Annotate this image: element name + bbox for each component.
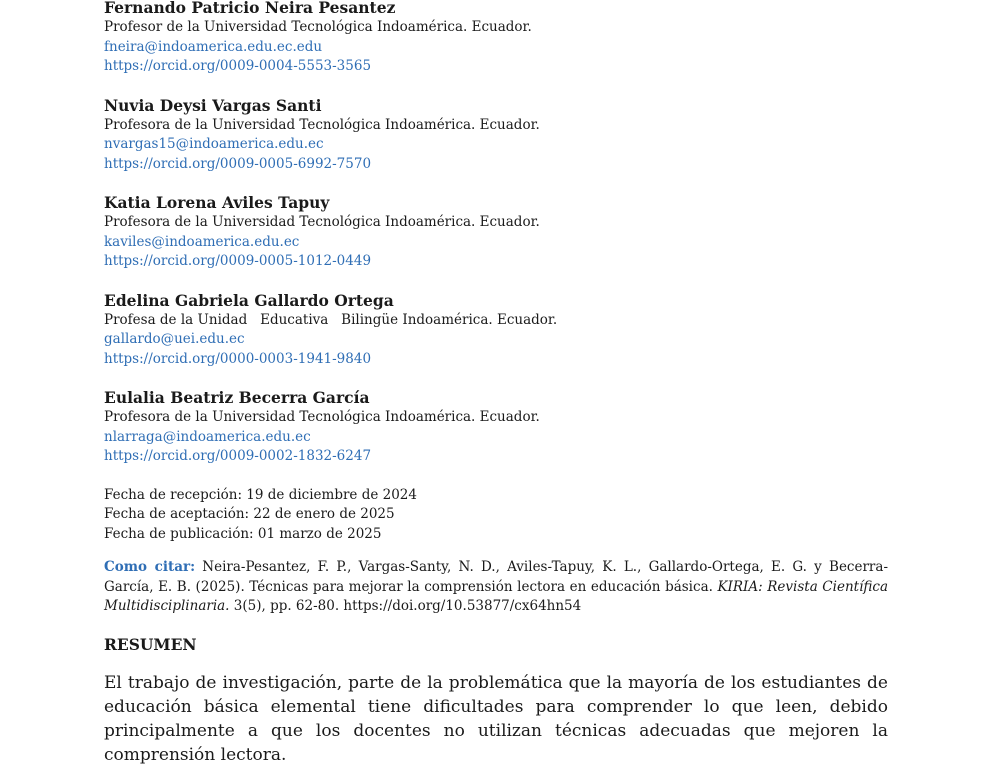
author-name: Katia Lorena Aviles Tapuy <box>104 193 330 212</box>
document-page <box>104 0 888 767</box>
author-orcid-link[interactable]: https://orcid.org/0009-0004-5553-3565 <box>104 58 372 74</box>
author-name: Fernando Patricio Neira Pesantez <box>104 0 396 17</box>
author-orcid-link[interactable]: https://orcid.org/0009-0005-1012-0449 <box>104 253 372 269</box>
author-email-link[interactable]: fneira@indoamerica.edu.ec.edu <box>104 38 323 55</box>
citation-text: Neira-Pesantez, F. P., Vargas-Santy, N. D., Aviles-Tapuy, K. L., Gallardo-Ortega, E. G. y Becerra-García, E. B. (2025). Técnicas para mejorar la comprensión lectora en educación básica. <box>104 559 888 595</box>
author-email-link[interactable]: kaviles@indoamerica.edu.ec <box>104 233 300 250</box>
abstract-paragraph: El trabajo de investigación, parte de la problemática que la mayoría de los estudiantes de educación básica elemental tiene dificultades para comprender lo que leen, debido principalmente a que los docentes no utilizan técnicas adecuadas que mejoren la comprensión lectora. <box>104 672 888 765</box>
author-orcid-link[interactable]: https://orcid.org/0009-0005-6992-7570 <box>104 155 372 172</box>
author-affiliation: Profesor de la Universidad Tecnológica Indoamérica. Ecuador. <box>104 19 532 35</box>
author-affiliation: Profesa de la Unidad Educativa Bilingüe Indoamérica. Ecuador. <box>104 311 558 328</box>
author-name: Edelina Gabriela Gallardo Ortega <box>104 290 394 310</box>
citation-journal: KIRIA: Revista Científica Multidisciplinaria. <box>104 578 888 614</box>
author-orcid-link[interactable]: https://orcid.org/0009-0002-1832-6247 <box>104 448 372 464</box>
author-block <box>104 291 888 370</box>
author-name: Nuvia Deysi Vargas Santi <box>104 95 322 115</box>
publication-dates <box>104 486 888 545</box>
author-orcid-link[interactable]: https://orcid.org/0000-0003-1941-9840 <box>104 350 372 367</box>
author-email-link[interactable]: gallardo@uei.edu.ec <box>104 331 245 347</box>
author-block <box>104 0 888 77</box>
author-affiliation: Profesora de la Universidad Tecnológica Indoamérica. Ecuador. <box>104 214 540 230</box>
citation-paragraph <box>104 558 888 617</box>
author-block <box>104 193 888 272</box>
author-email-link[interactable]: nlarraga@indoamerica.edu.ec <box>104 428 311 445</box>
author-block <box>104 388 888 467</box>
author-block <box>104 96 888 175</box>
author-affiliation: Profesora de la Universidad Tecnológica Indoamérica. Ecuador. <box>104 409 540 425</box>
author-email-link[interactable]: nvargas15@indoamerica.edu.ec <box>104 136 324 152</box>
published-date: Fecha de publicación: 01 marzo de 2025 <box>104 525 382 542</box>
citation-details: 3(5), pp. 62-80. https://doi.org/10.53877/cx64hn54 <box>229 598 582 614</box>
section-heading: RESUMEN <box>104 634 197 654</box>
received-date: Fecha de recepción: 19 de diciembre de 2024 <box>104 486 417 503</box>
accepted-date: Fecha de aceptación: 22 de enero de 2025 <box>104 506 395 522</box>
author-name: Eulalia Beatriz Becerra García <box>104 388 370 407</box>
citation-label: Como citar: <box>104 559 196 575</box>
author-affiliation: Profesora de la Universidad Tecnológica Indoamérica. Ecuador. <box>104 116 540 133</box>
